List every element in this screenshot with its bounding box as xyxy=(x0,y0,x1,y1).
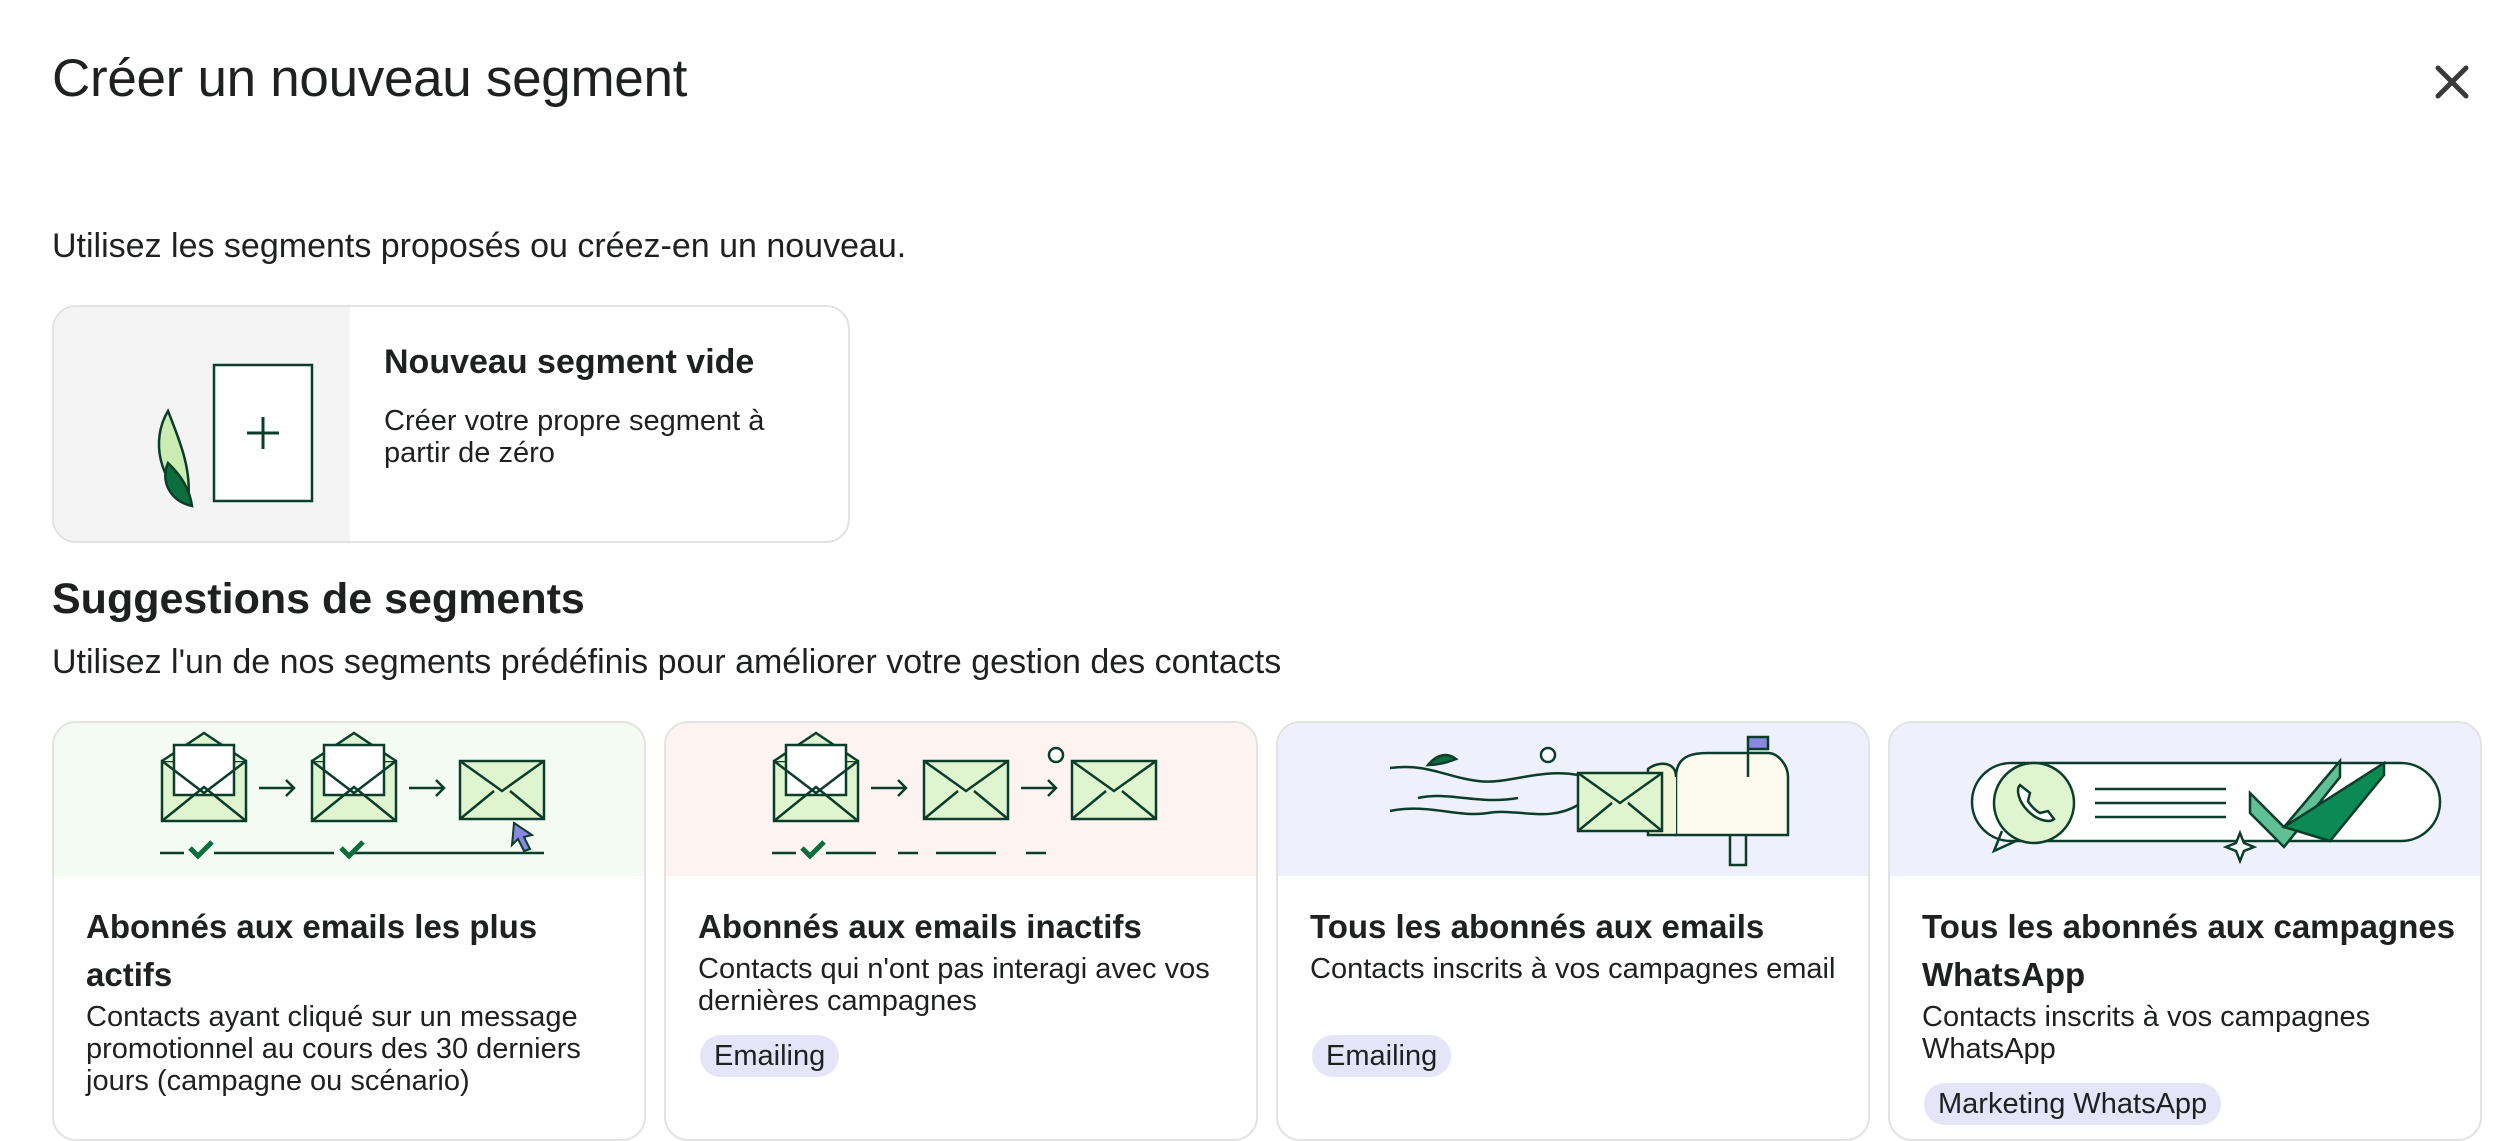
suggestion-card-title: Tous les abonnés aux emails xyxy=(1310,908,1765,945)
whatsapp-checks-illustration xyxy=(1890,723,2480,876)
suggestion-card-description: Contacts inscrits à vos campagnes email xyxy=(1310,953,1836,985)
envelopes-inactive-illustration xyxy=(666,723,1256,876)
suggestion-card-description: Contacts qui n'ont pas interagi avec vos dernières campagnes xyxy=(698,953,1210,1017)
empty-segment-card[interactable] xyxy=(52,305,850,543)
suggestion-card-inactive[interactable] xyxy=(664,721,1258,1141)
suggestion-card-most-active[interactable] xyxy=(52,721,646,1141)
suggestion-card-description: Contacts ayant cliqué sur un message promotionnel au cours des 30 derniers jours (campagne ou scénario) xyxy=(86,1001,581,1097)
new-document-illustration xyxy=(54,307,350,541)
suggestion-card-description: Contacts inscrits à vos campagnes WhatsApp xyxy=(1922,1001,2371,1065)
suggestion-card-title: Tous les abonnés aux campagnes WhatsApp xyxy=(1922,908,2456,993)
channel-badge: Marketing WhatsApp xyxy=(1924,1083,2221,1125)
suggestion-card-title: Abonnés aux emails inactifs xyxy=(698,908,1142,945)
empty-segment-title: Nouveau segment vide xyxy=(384,343,755,381)
channel-badge: Emailing xyxy=(1312,1035,1451,1077)
envelopes-to-click-illustration xyxy=(54,723,644,876)
empty-segment-description: Créer votre propre segment à partir de zéro xyxy=(384,405,765,469)
channel-badge: Emailing xyxy=(700,1035,839,1077)
suggestions-subtitle: Utilisez l'un de nos segments prédéfinis pour améliorer votre gestion des contacts xyxy=(52,643,1282,681)
suggestions-heading: Suggestions de segments xyxy=(52,575,585,623)
close-icon[interactable] xyxy=(2428,58,2476,106)
modal-intro: Utilisez les segments proposés ou créez-en un nouveau. xyxy=(52,227,907,265)
modal-title: Créer un nouveau segment xyxy=(52,49,688,108)
suggestion-card-title: Abonnés aux emails les plus actifs xyxy=(86,908,538,993)
suggestion-card-all-email[interactable] xyxy=(1276,721,1870,1141)
mailbox-illustration xyxy=(1278,723,1868,876)
suggestion-card-all-whatsapp[interactable] xyxy=(1888,721,2482,1141)
